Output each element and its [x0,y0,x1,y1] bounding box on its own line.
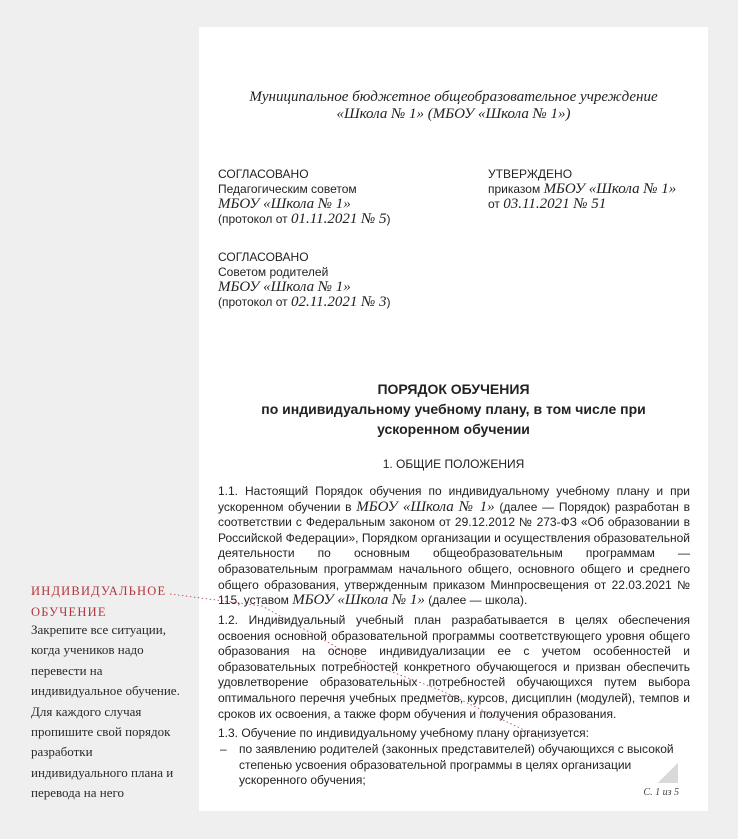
approval-school: МБОУ «Школа № 1» [218,196,351,212]
approval-body: Педагогическим советом [218,182,357,196]
paragraph-1-1: 1.1. Настоящий Порядок обучения по индивидуальному учебному плану и при ускоренном обучении в МБОУ «Школа № 1» (далее — Порядок) разработан в соответствии с Федеральным законом от 29.12.2012 № 273-ФЗ «Об образовании в Российской Федерации», Порядком организации и осуществления образовательной деятельности по основным общеобразовательным программам — образовательным программам начального общего, основного общего и среднего общего образования, утвержденным приказом Минпросвещения от 22.03.2021 № 115, уставом МБОУ «Школа № 1» (далее — школа). [218,484,690,609]
approval-heading: УТВЕРЖДЕНО [488,167,573,181]
institution-line-2: «Школа № 1» (МБОУ «Школа № 1») [336,106,571,122]
approval-protocol: (протокол от 01.11.2021 № 5) [218,211,391,227]
approval-heading: СОГЛАСОВАНО [218,167,309,181]
sidebar-note-heading: ИНДИВИДУАЛЬНОЕ ОБУЧЕНИЕ [31,584,167,619]
paragraph-1-3: 1.3. Обучение по индивидуальному учебному плану организуется: [218,726,589,740]
approval-school: МБОУ «Школа № 1» [218,279,351,295]
annotation-leader-line [170,594,545,740]
approval-protocol: (протокол от 02.11.2021 № 3) [218,294,391,310]
list-item-text: по заявлению родителей (законных представителей) обучающихся с высокой степенью усвоения образовательной программы в целях организации ускоренного обучения; [239,742,674,788]
title-line-3: ускоренном обучении [377,421,530,437]
list-dash: – [220,742,227,756]
approval-body: приказом МБОУ «Школа № 1» [488,181,677,197]
institution-line-1: Муниципальное бюджетное общеобразовательное учреждение [249,89,658,105]
paragraph-1-2: 1.2. Индивидуальный учебный план разрабатывается в целях обеспечения освоения основной образовательной программы соответствующего уровня общего образования на основе индивидуализации ее с учетом особенностей и образовательных потребностей конкретного обучающегося и призван обеспечить удовлетворение образовательных потребностей обучающихся путем выбора оптимального перечня учебных предметов, курсов, дисциплин (модулей), темпов и сроков их освоения, а также форм обучения и получения образования. [218,613,690,721]
title-line-2: по индивидуальному учебному плану, в том числе при [261,401,646,417]
approval-body: Советом родителей [218,265,329,279]
section-heading: 1. ОБЩИЕ ПОЛОЖЕНИЯ [382,457,525,471]
title-line-1: ПОРЯДОК ОБУЧЕНИЯ [377,381,530,397]
page-number: С. 1 из 5 [643,787,679,798]
sidebar-note-text: Закрепите все ситуации, когда учеников надо перевести на индивидуальное обучение. Для каждого случая пропишите свой порядок разработки индивидуального плана и перевода на него [31,622,180,801]
approval-heading: СОГЛАСОВАНО [218,250,309,264]
approval-date: от 03.11.2021 № 51 [488,196,607,212]
